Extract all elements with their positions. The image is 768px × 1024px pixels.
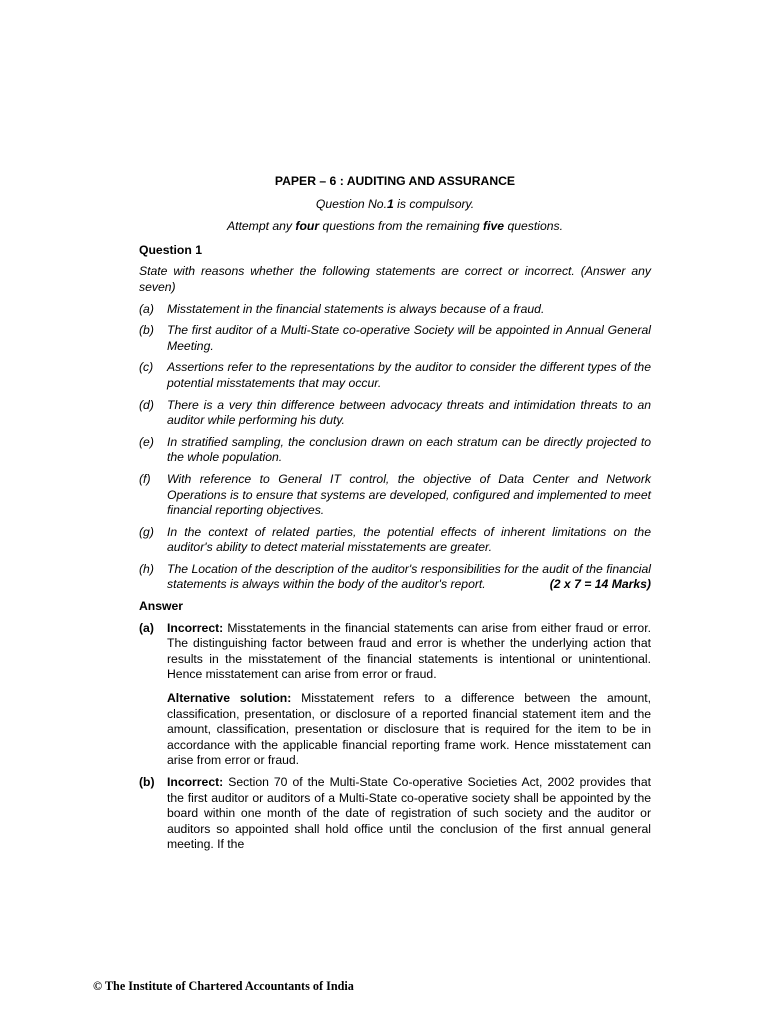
question-item-a: (a) Misstatement in the financial statements is always because of a fraud.: [139, 301, 545, 316]
question-item-d: (d) There is a very thin difference between advocacy threats and intimidation threats to an auditor while performing his duty.: [139, 397, 651, 428]
answer-b: (b) Incorrect: Section 70 of the Multi-State Co-operative Societies Act, 2002 provides that the first auditor or auditors of a Multi-State co-operative society shall be appointed by the board within one month of the date of registration of such society and the auditor or auditors so appointed shall hold office until the conclusion of the first annual general meeting. If the: [139, 775, 651, 852]
question-item-f: (f) With reference to General IT control, the objective of Data Center and Network Operations is to ensure that systems are developed, configured and implemented to meet financial reporting objectives.: [139, 471, 651, 518]
answer-b-main: Incorrect: Section 70 of the Multi-State Co-operative Societies Act, 2002 provides that the first auditor or auditors of a Multi-State co-operative society shall be appointed by the board within one month of the date of registration of such society and the auditor or auditors so appointed shall hold office until the conclusion of the first annual general meeting. If the: [167, 775, 651, 852]
page-content: [139, 174, 651, 867]
question-item-b: (b) The first auditor of a Multi-State co-operative Society will be appointed in Annual General Meeting.: [139, 323, 651, 353]
question-instruction: State with reasons whether the following statements are correct or incorrect. (Answer any seven): [139, 264, 651, 294]
marks-label: (2 x 7 = 14 Marks): [549, 577, 651, 592]
question-item-c: (c) Assertions refer to the representations by the auditor to consider the different types of the potential misstatements that may occur.: [139, 360, 651, 390]
answer-heading: Answer: [139, 599, 184, 614]
question-item-g: (g) In the context of related parties, the potential effects of inherent limitations on the auditor's ability to detect material misstatements are greater.: [139, 524, 651, 555]
answer-a-alternative: Alternative solution: Misstatement refers to a difference between the amount, classification, presentation, or disclosure of a reported financial statement item and the amount, classification, presentation or disclosure that is required for the item to be in accordance with the applicable financial reporting frame work. Hence misstatement can arise from error or fraud.: [167, 691, 652, 768]
answer-a-main: Incorrect: Misstatements in the financial statements can arise from either fraud or error. The distinguishing factor between fraud and error is whether the underlying action that results in the misstatement of the financial statements is intentional or unintentional. Hence misstatement can arise from error or fraud.: [167, 620, 651, 682]
question-item-h: (h) The Location of the description of the auditor's responsibilities for the audit of the financial statements is always within the body of the auditor's report. (2 x 7 = 14 Marks): [139, 561, 651, 592]
answer-a: (a) Incorrect: Misstatements in the financial statements can arise from either fraud or error. The distinguishing factor between fraud and error is whether the underlying action that results in the misstatement of the financial statements is intentional or unintentional. Hence misstatement can arise from error or fraud. Alternative solution: Misstatement refers to a difference between the amount, classification, presentation, or disclosure of a reported financial statement item and the amount, classification, presentation or disclosure that is required for the item to be in accordance with the applicable financial reporting frame work. Hence misstatement can arise from error or fraud.: [139, 620, 652, 768]
question-heading: Question 1: [139, 242, 202, 257]
copyright-footer: © The Institute of Chartered Accountants of India: [93, 979, 354, 993]
attempt-note: Attempt any four questions from the remaining five questions.: [226, 219, 564, 234]
paper-title: PAPER – 6 : AUDITING AND ASSURANCE: [274, 174, 516, 188]
question-item-e: (e) In stratified sampling, the conclusion drawn on each stratum can be directly projected to the whole population.: [139, 434, 651, 465]
compulsory-note: Question No.1 is compulsory.: [315, 196, 475, 211]
